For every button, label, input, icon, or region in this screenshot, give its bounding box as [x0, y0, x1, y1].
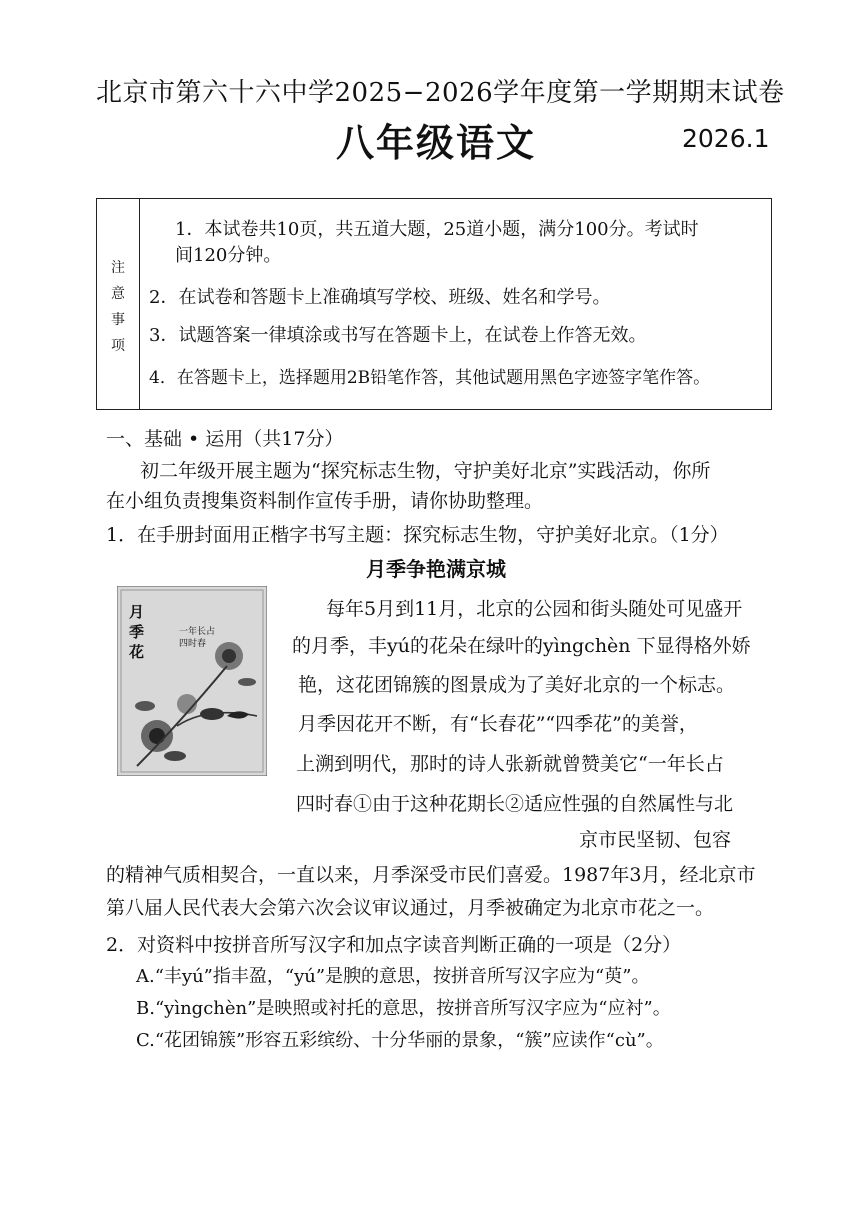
- notice-box: [96, 198, 772, 410]
- exam-title: 北京市第六十六中学2025−2026学年度第一学期期末试卷: [96, 78, 785, 108]
- option-a: A.“丰yú”指丰盈，“yú”是腴的意思，按拼音所写汉字应为“萸”。: [136, 966, 650, 987]
- article-line: 的精神气质相契合，一直以来，月季深受市民们喜爱。1987年3月，经北京市: [106, 864, 756, 886]
- subject-title: 八年级语文: [336, 120, 537, 165]
- intro-line: 在小组负责搜集资料制作宣传手册，请你协助整理。: [106, 490, 544, 512]
- notice-label: [97, 199, 140, 409]
- article-line: 艳，这花团锦簇的图景成为了美好北京的一个标志。: [298, 674, 736, 696]
- notice-item: 2．在试卷和答题卡上准确填写学校、班级、姓名和学号。: [149, 287, 611, 308]
- article-line: 上溯到明代，那时的诗人张新就曾赞美它“一年长占: [296, 753, 724, 775]
- notice-item: 4．在答题卡上，选择题用2B铅笔作答，其他试题用黑色字迹签字笔作答。: [149, 368, 711, 388]
- article-line: 四时春①由于这种花期长②适应性强的自然属性与北: [296, 793, 734, 815]
- option-b: B.“yìngchèn”是映照或衬托的意思，按拼音所写汉字应为“应衬”。: [136, 998, 671, 1019]
- notice-label-char: 事: [111, 312, 125, 328]
- exam-date: 2026.1: [682, 124, 770, 153]
- article-line: 京市民坚韧、包容: [579, 829, 732, 851]
- article-title: 月季争艳满京城: [366, 557, 506, 581]
- article-line: 每年5月到11月，北京的公园和街头随处可见盛开: [326, 598, 743, 620]
- notice-label-char: 注: [111, 260, 125, 276]
- section-heading: 一、基础 • 运用（共17分）: [106, 428, 344, 450]
- notice-item: 3．试题答案一律填涂或书写在答题卡上，在试卷上作答无效。: [149, 325, 647, 346]
- article-line: 第八届人民代表大会第六次会议审议通过，月季被确定为北京市花之一。: [106, 897, 715, 919]
- illustration-caption: 一年长占 四时春: [179, 627, 216, 649]
- article-line: 月季因花开不断，有“长春花”“四季花”的美誉，: [298, 713, 698, 735]
- intro-line: 初二年级开展主题为“探究标志生物，守护美好北京”实践活动，你所: [140, 460, 711, 482]
- rose-illustration: [117, 586, 267, 776]
- notice-label-char: 项: [111, 338, 125, 354]
- article-line: 的月季，丰yú的花朵在绿叶的yìngchèn 下显得格外娇: [292, 635, 751, 657]
- question-2: 2．对资料中按拼音所写汉字和加点字读音判断正确的一项是（2分）: [106, 934, 682, 956]
- question-1: 1．在手册封面用正楷字书写主题：探究标志生物，守护美好北京。（1分）: [106, 524, 729, 546]
- notice-label-char: 意: [111, 286, 125, 302]
- notice-item: 间120分钟。: [175, 245, 282, 266]
- illustration-vertical-text: 月季花: [129, 603, 145, 661]
- option-c: C.“花团锦簇”形容五彩缤纷、十分华丽的景象，“簇”应读作“cù”。: [136, 1030, 664, 1051]
- notice-item: 1．本试卷共10页，共五道大题，25道小题，满分100分。考试时: [175, 219, 699, 240]
